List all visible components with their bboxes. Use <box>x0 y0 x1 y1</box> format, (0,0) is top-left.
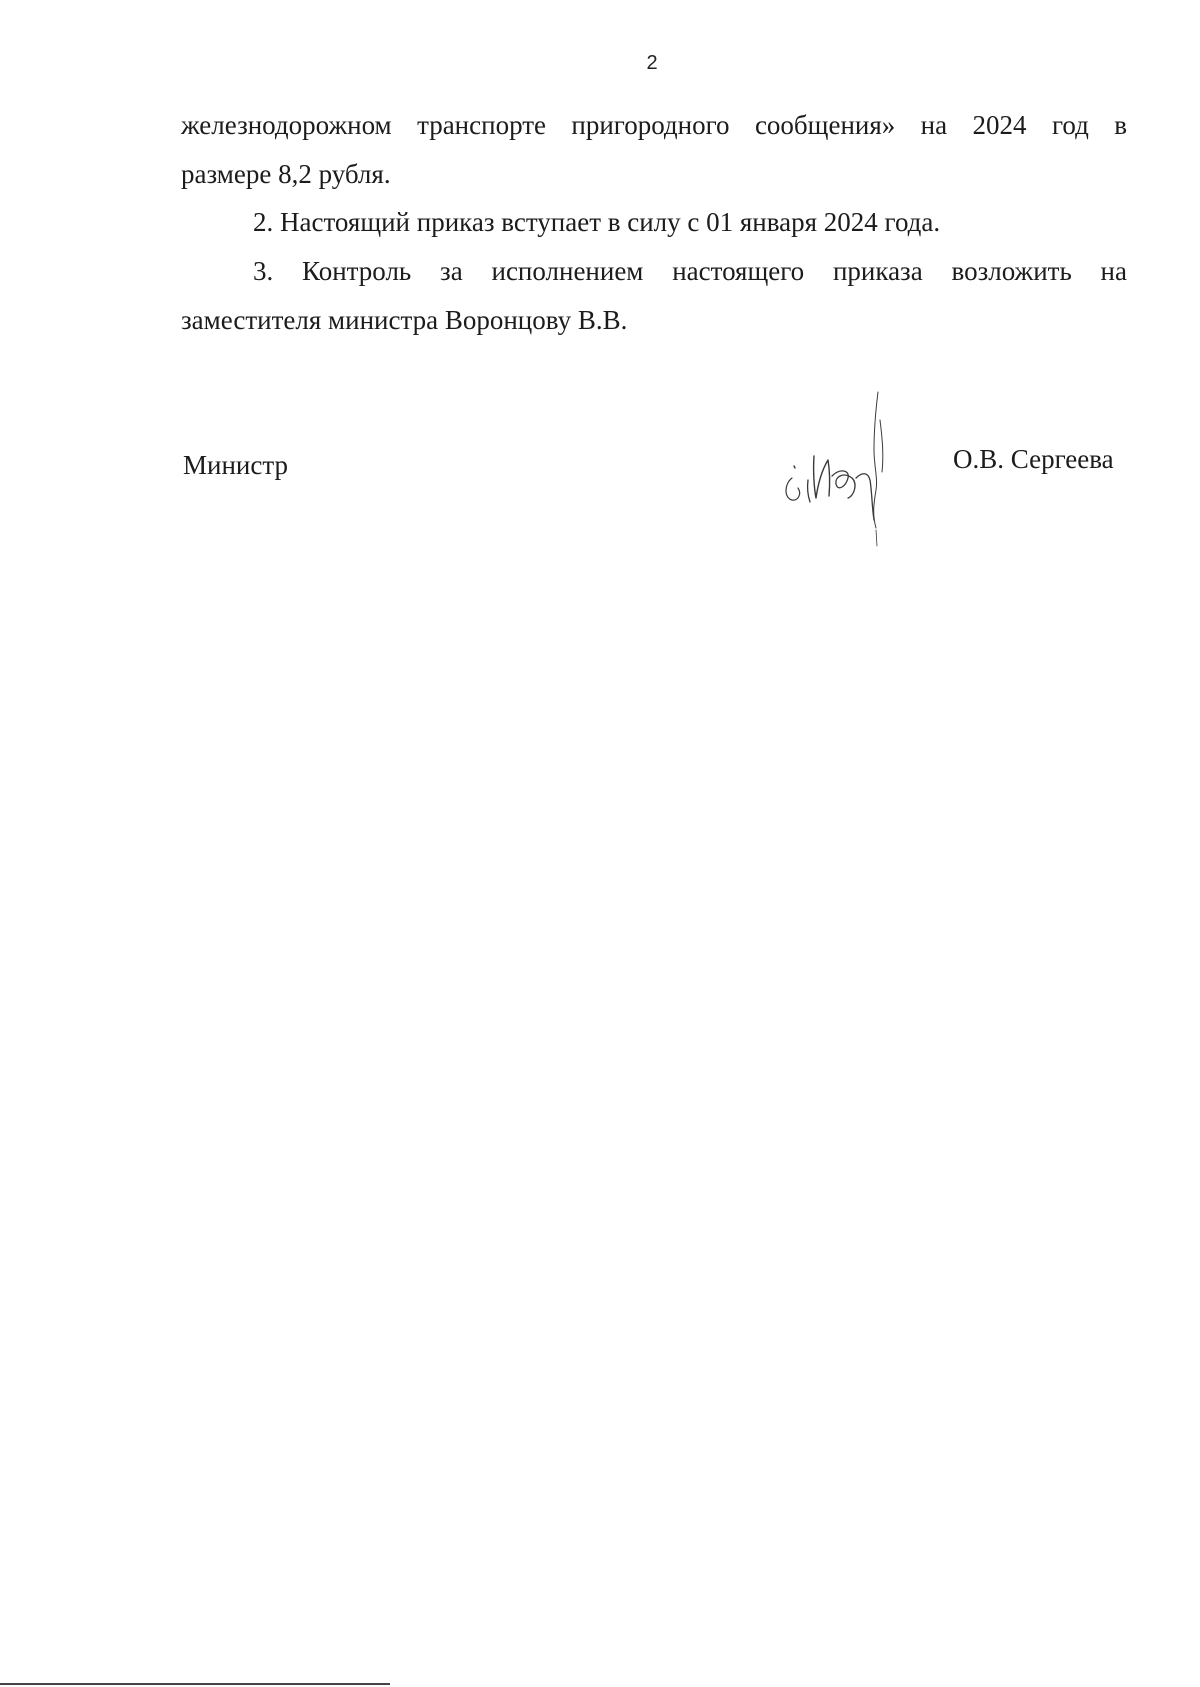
paragraph-1 <box>181 101 1127 199</box>
paragraph-3-line-1: 3. Контроль за исполнением настоящего приказа возложить на <box>253 256 1127 286</box>
signatory-name: О.В. Сергеева <box>953 444 1114 474</box>
handwritten-signature <box>780 380 920 550</box>
signatory-role: Министр <box>183 450 288 480</box>
paragraph-3 <box>181 247 1127 345</box>
paragraph-1-line-1: железнодорожном транспорте пригородного сообщения» на 2024 год в <box>181 110 1127 140</box>
paragraph-2: 2. Настоящий приказ вступает в силу с 01 января 2024 года. <box>253 207 941 237</box>
paragraph-1-line-2: размере 8,2 рубля. <box>181 159 391 189</box>
paragraph-3-line-2: заместителя министра Воронцову В.В. <box>181 305 628 335</box>
page-number: 2 <box>646 52 658 74</box>
bottom-scan-edge <box>0 1683 390 1685</box>
